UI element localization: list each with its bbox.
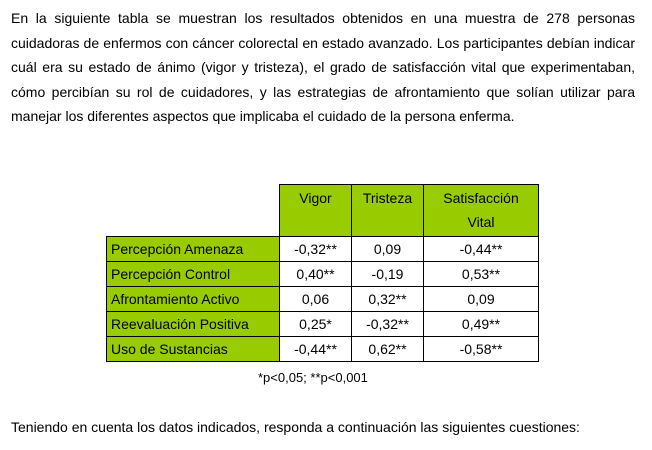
- column-header-satisfaccion-vital: [424, 185, 539, 237]
- table-row: [107, 337, 539, 362]
- row-label-reevaluacion-positiva: Reevaluación Positiva: [107, 312, 280, 337]
- table-row: [107, 287, 539, 312]
- table-cell: 0,53**: [424, 262, 539, 287]
- table-cell: -0,19: [352, 262, 424, 287]
- table-cell: 0,06: [280, 287, 352, 312]
- table-cell: 0,09: [352, 237, 424, 262]
- row-label-percepcion-amenaza: Percepción Amenaza: [107, 237, 280, 262]
- significance-note: *p<0,05; **p<0,001: [258, 370, 368, 385]
- table-cell: 0,25*: [280, 312, 352, 337]
- row-label-percepcion-control: Percepción Control: [107, 262, 280, 287]
- table-header-row: [107, 185, 539, 237]
- table-cell: 0,62**: [352, 337, 424, 362]
- table-row: [107, 237, 539, 262]
- question-prompt: Teniendo en cuenta los datos indicados, responda a continuación las siguientes cuestiones:: [11, 419, 580, 435]
- table-cell: 0,09: [424, 287, 539, 312]
- table-cell: 0,40**: [280, 262, 352, 287]
- table-cell: -0,44**: [424, 237, 539, 262]
- table-cell: -0,44**: [280, 337, 352, 362]
- intro-paragraph: En la siguiente tabla se muestran los resultados obtenidos en una muestra de 278 personas cuidadoras de enfermos con cáncer colorectal en estado avanzado. Los participantes debían indicar cuál era su estado de ánimo (vigor y tristeza), el grado de satisfacción vital que experimentaban, cómo percibían su rol de cuidadores, y las estrategias de afrontamiento que solían utilizar para manejar los diferentes aspectos que implicaba el cuidado de la persona enferma.: [11, 10, 635, 125]
- column-header-vigor: Vigor: [280, 185, 352, 237]
- row-label-afrontamiento-activo: Afrontamiento Activo: [107, 287, 280, 312]
- row-label-uso-de-sustancias: Uso de Sustancias: [107, 337, 280, 362]
- column-header-satisfaccion-vital-text: Satisfacción Vital: [443, 190, 519, 230]
- table-cell: 0,49**: [424, 312, 539, 337]
- table-row: [107, 262, 539, 287]
- table-cell: -0,32**: [352, 312, 424, 337]
- column-header-tristeza: Tristeza: [352, 185, 424, 237]
- table-cell: 0,32**: [352, 287, 424, 312]
- table-cell: -0,58**: [424, 337, 539, 362]
- table-corner-cell: [107, 185, 280, 237]
- table-row: [107, 312, 539, 337]
- correlation-table: [106, 184, 539, 362]
- table-cell: -0,32**: [280, 237, 352, 262]
